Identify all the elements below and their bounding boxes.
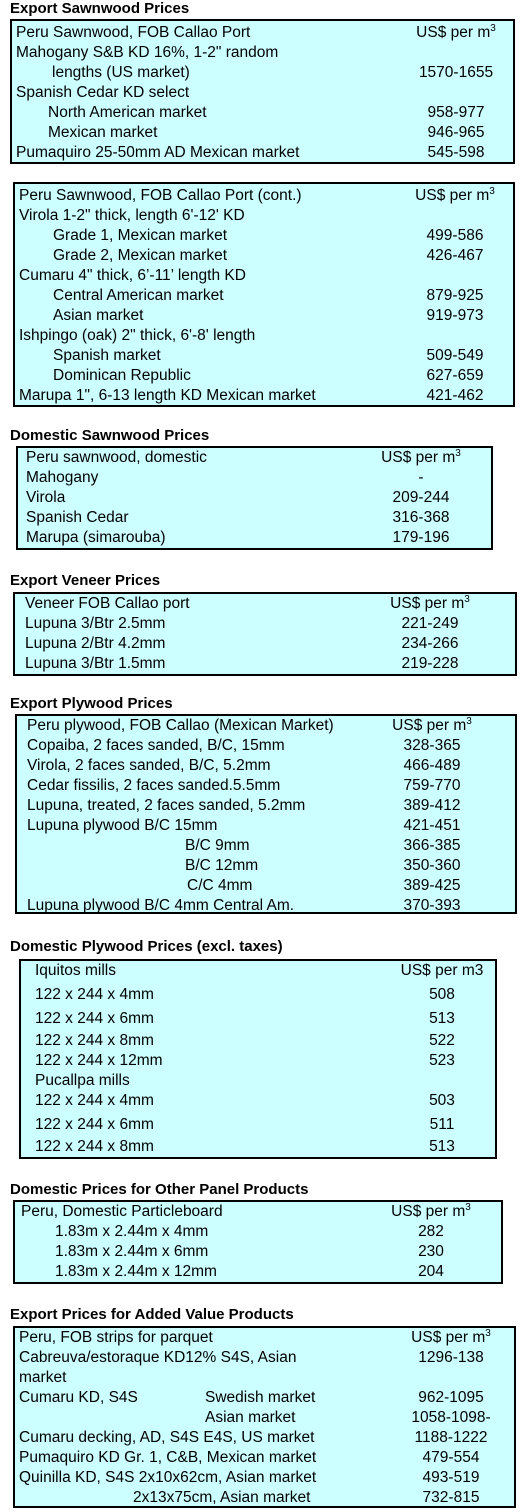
row-label: Peru, Domestic Particleboard xyxy=(21,1203,223,1220)
value-text: 1188-1222 xyxy=(414,1429,488,1446)
value-text: 919-973 xyxy=(426,307,484,324)
value-text: 513 xyxy=(429,1010,455,1027)
row-label: Mahogany xyxy=(26,469,99,486)
table-row xyxy=(18,488,491,508)
table-row xyxy=(17,896,515,914)
row-value xyxy=(427,366,484,386)
heading-added-value: Export Prices for Added Value Products xyxy=(10,1306,294,1323)
export-sawnwood-table xyxy=(10,19,515,164)
row-label: North American market xyxy=(48,104,207,121)
row-label: Peru, FOB strips for parquet xyxy=(19,1329,213,1346)
row-value xyxy=(427,246,484,266)
row-label: Lupuna 3/Btr 2.5mm xyxy=(25,615,166,632)
value-text: 493-519 xyxy=(422,1469,480,1486)
row-label: Lupuna plywood B/C 4mm Central Am. xyxy=(27,897,295,914)
value-text: 219-228 xyxy=(401,655,459,672)
row-value xyxy=(404,896,461,914)
row-label: 122 x 244 x 4mm xyxy=(35,1092,154,1109)
row-value xyxy=(430,1115,455,1135)
row-value xyxy=(415,1428,488,1448)
table-row xyxy=(15,1428,514,1448)
row-label: Peru plywood, FOB Callao (Mexican Market) xyxy=(27,717,334,734)
table-row xyxy=(15,246,513,266)
row-value xyxy=(428,103,485,123)
table-row xyxy=(21,1051,495,1071)
row-label: Iquitos mills xyxy=(35,962,116,979)
row-label: Mahogany S&B KD 16%, 1-2" random xyxy=(16,44,279,61)
row-value xyxy=(411,1328,491,1348)
table-row xyxy=(15,306,513,326)
row-label: Cedar fissilis, 2 faces sanded.5.5mm xyxy=(27,777,281,794)
table-row xyxy=(18,468,491,488)
row-value xyxy=(427,226,484,246)
table-row xyxy=(12,63,513,83)
row-label: Cumaru 4" thick, 6’-11’ length KD xyxy=(19,267,246,284)
table-row xyxy=(15,1388,514,1408)
row-label: Spanish Cedar KD select xyxy=(16,84,190,101)
table-row xyxy=(15,326,513,346)
domestic-plywood-table xyxy=(19,959,497,1159)
row-value xyxy=(418,1222,444,1242)
value-text: US$ per m xyxy=(390,595,465,612)
unit-superscript: 3 xyxy=(485,1327,491,1339)
row-value xyxy=(404,836,461,856)
value-text: 508 xyxy=(429,986,455,1003)
table-row xyxy=(12,43,513,63)
table-row xyxy=(12,83,513,103)
rows xyxy=(15,1202,501,1282)
table-row xyxy=(18,528,491,548)
value-text: US$ per m xyxy=(392,717,467,734)
table-row xyxy=(15,1408,514,1428)
row-value xyxy=(404,776,461,796)
row-value xyxy=(404,736,461,756)
row-label: Lupuna plywood B/C 15mm xyxy=(27,817,218,834)
table-row xyxy=(15,1262,501,1282)
export-plywood-table xyxy=(15,714,517,914)
row-label: 122 x 244 x 8mm xyxy=(35,1138,154,1155)
row-value xyxy=(419,63,493,83)
row-value xyxy=(429,1137,455,1157)
table-row xyxy=(17,776,515,796)
value-text: 1296-138 xyxy=(418,1349,484,1366)
table-row xyxy=(15,366,513,386)
row-value xyxy=(429,1051,455,1071)
value-text: 509-549 xyxy=(426,347,484,364)
row-value xyxy=(390,594,470,614)
row-value xyxy=(423,1448,480,1468)
row-value xyxy=(427,386,484,406)
value-text: 179-196 xyxy=(392,529,450,546)
row-label: Copaiba, 2 faces sanded, B/C, 15mm xyxy=(27,737,285,754)
row-value xyxy=(401,961,484,981)
value-text: US$ per m xyxy=(415,187,490,204)
table-header-row xyxy=(15,594,515,614)
table-row xyxy=(21,1091,495,1111)
value-text: 1570-1655 xyxy=(418,64,494,81)
row-value xyxy=(429,1031,455,1051)
row-value xyxy=(423,1488,480,1508)
row-value xyxy=(427,346,484,366)
row-value xyxy=(393,508,450,528)
row-label: Peru Sawnwood, FOB Callao Port (cont.) xyxy=(19,187,302,204)
other-panel-table xyxy=(13,1200,503,1284)
value-text: 230 xyxy=(418,1243,444,1260)
row-label: C/C 4mm xyxy=(187,877,253,894)
value-text: 759-770 xyxy=(403,777,461,794)
row-label: 122 x 244 x 6mm xyxy=(35,1116,154,1133)
table-header-row xyxy=(18,448,491,468)
row-value xyxy=(418,1388,484,1408)
value-text: 1058-1098- xyxy=(411,1409,491,1426)
table-row xyxy=(15,1468,514,1488)
row-value xyxy=(428,123,485,143)
row-label: 122 x 244 x 8mm xyxy=(35,1032,154,1049)
value-text: 513 xyxy=(429,1138,455,1155)
row-value xyxy=(411,1408,490,1428)
row-label: Lupuna 3/Btr 1.5mm xyxy=(25,655,166,672)
row-value xyxy=(393,488,450,508)
value-text: - xyxy=(418,469,424,486)
value-text: 209-244 xyxy=(392,489,450,506)
row-label: Ishpingo (oak) 2" thick, 6'-8' length xyxy=(19,327,256,344)
row-label: Virola, 2 faces sanded, B/C, 5.2mm xyxy=(27,757,271,774)
unit-superscript: 3 xyxy=(466,715,472,727)
rows xyxy=(18,448,491,548)
value-text: 511 xyxy=(429,1116,455,1133)
value-text: 316-368 xyxy=(392,509,450,526)
row-label: 1.83m x 2.44m x 4mm xyxy=(55,1223,209,1240)
unit-superscript: 3 xyxy=(464,593,470,605)
row-value xyxy=(429,985,455,1005)
table-header-row xyxy=(17,716,515,736)
value-text: 421-462 xyxy=(426,387,484,404)
table-row xyxy=(21,1071,495,1091)
row-label: Cumaru KD, S4S xyxy=(19,1389,138,1406)
table-row xyxy=(15,1368,514,1388)
value-text: 370-393 xyxy=(403,897,461,914)
table-row xyxy=(18,508,491,528)
value-text: US$ per m xyxy=(381,449,456,466)
value-text: US$ per m xyxy=(416,24,491,41)
row-value xyxy=(404,796,461,816)
heading-domestic-plywood: Domestic Plywood Prices (excl. taxes) xyxy=(10,938,283,955)
row-value xyxy=(427,306,484,326)
row-label: Lupuna, treated, 2 faces sanded, 5.2mm xyxy=(27,797,306,814)
value-text: 479-554 xyxy=(422,1449,480,1466)
value-text: 499-586 xyxy=(426,227,484,244)
unit-superscript: 3 xyxy=(465,1201,471,1213)
row-label: Dominican Republic xyxy=(53,367,191,384)
heading-export-sawnwood: Export Sawnwood Prices xyxy=(10,0,190,17)
row-label: Quinilla KD, S4S 2x10x62cm, Asian market xyxy=(19,1469,317,1486)
value-text: 328-365 xyxy=(403,737,461,754)
value-text: 204 xyxy=(418,1263,444,1280)
value-text: 732-815 xyxy=(422,1489,480,1506)
unit-superscript: 3 xyxy=(490,22,496,34)
table-row xyxy=(15,614,515,634)
value-text: 421-451 xyxy=(403,817,461,834)
rows xyxy=(15,594,515,674)
row-value xyxy=(423,1468,480,1488)
table-row xyxy=(17,816,515,836)
table-row xyxy=(12,103,513,123)
row-label: 1.83m x 2.44m x 12mm xyxy=(55,1263,217,1280)
row-label: 2x13x75cm, Asian market xyxy=(133,1489,311,1506)
table-row xyxy=(15,1242,501,1262)
value-text: 389-412 xyxy=(403,797,461,814)
value-text: 958-977 xyxy=(427,104,485,121)
rows xyxy=(12,23,513,163)
heading-domestic-sawnwood: Domestic Sawnwood Prices xyxy=(10,427,210,444)
row-label: 122 x 244 x 12mm xyxy=(35,1052,163,1069)
row-label: Veneer FOB Callao port xyxy=(25,595,190,612)
row-label: 1.83m x 2.44m x 6mm xyxy=(55,1243,209,1260)
row-value xyxy=(402,634,459,654)
value-text: 221-249 xyxy=(401,615,459,632)
row-label: B/C 9mm xyxy=(185,837,250,854)
row-value xyxy=(418,468,423,488)
row-value xyxy=(429,1009,455,1029)
table-row xyxy=(15,206,513,226)
row-value xyxy=(393,528,450,548)
row-label: Marupa 1", 6-13 length KD Mexican market xyxy=(19,387,316,404)
table-row xyxy=(21,1031,495,1051)
table-row xyxy=(15,346,513,366)
row-value xyxy=(391,1202,471,1222)
heading-export-veneer: Export Veneer Prices xyxy=(10,572,161,589)
row-value xyxy=(418,1262,444,1282)
row-market: Swedish market xyxy=(205,1389,316,1406)
value-text: 350-360 xyxy=(403,857,461,874)
value-text: 879-925 xyxy=(426,287,484,304)
row-value xyxy=(404,876,461,896)
value-text: 627-659 xyxy=(426,367,484,384)
table-row xyxy=(15,1488,514,1508)
value-text: 234-266 xyxy=(401,635,459,652)
value-text: 522 xyxy=(429,1032,455,1049)
rows xyxy=(15,186,513,406)
domestic-sawnwood-table xyxy=(16,446,493,550)
table-row xyxy=(15,1222,501,1242)
table-header-row xyxy=(15,1202,501,1222)
value-text: 545-598 xyxy=(427,144,485,161)
unit-superscript: 3 xyxy=(489,185,495,197)
table-row xyxy=(12,143,513,163)
table-header-row xyxy=(15,1328,514,1348)
value-text: 523 xyxy=(429,1052,455,1069)
row-label: B/C 12mm xyxy=(185,857,259,874)
value-text: 389-425 xyxy=(403,877,461,894)
row-label: Central American market xyxy=(53,287,224,304)
table-row xyxy=(15,654,515,674)
table-row xyxy=(17,856,515,876)
row-label: lengths (US market) xyxy=(52,64,190,81)
table-row xyxy=(21,1115,495,1135)
row-value xyxy=(429,1091,455,1111)
table-row xyxy=(15,1448,514,1468)
table-row xyxy=(21,1009,495,1029)
row-value xyxy=(428,143,485,163)
table-row xyxy=(15,634,515,654)
row-value xyxy=(402,614,459,634)
heading-export-plywood: Export Plywood Prices xyxy=(10,695,173,712)
table-row xyxy=(21,1137,495,1157)
row-label: Spanish Cedar xyxy=(26,509,129,526)
table-header-row xyxy=(15,186,513,206)
row-label: Grade 1, Mexican market xyxy=(53,227,228,244)
value-text: 426-467 xyxy=(426,247,484,264)
row-label: Mexican market xyxy=(48,124,158,141)
row-label: market xyxy=(19,1369,67,1386)
rows xyxy=(15,1328,514,1508)
row-value xyxy=(427,286,484,306)
row-label: Pucallpa mills xyxy=(35,1072,130,1089)
value-text: 946-965 xyxy=(427,124,485,141)
row-label: Spanish market xyxy=(53,347,161,364)
value-text: 282 xyxy=(418,1223,444,1240)
export-sawnwood-cont-table xyxy=(13,182,515,407)
value-text: 962-1095 xyxy=(418,1389,484,1406)
row-value xyxy=(415,186,495,206)
table-row xyxy=(17,736,515,756)
row-value xyxy=(392,716,472,736)
row-label: Grade 2, Mexican market xyxy=(53,247,228,264)
value-text: 466-489 xyxy=(403,757,461,774)
value-text: US$ per m xyxy=(391,1203,466,1220)
row-label: Cumaru decking, AD, S4S E4S, US market xyxy=(19,1429,315,1446)
table-row xyxy=(17,836,515,856)
table-row xyxy=(12,123,513,143)
row-label: Lupuna 2/Btr 4.2mm xyxy=(25,635,166,652)
row-value xyxy=(402,654,459,674)
table-row xyxy=(15,266,513,286)
row-label: Peru Sawnwood, FOB Callao Port xyxy=(16,24,251,41)
row-label: Marupa (simarouba) xyxy=(26,529,166,546)
row-value xyxy=(381,448,461,468)
value-text: 366-385 xyxy=(403,837,461,854)
row-label: Pumaquiro 25-50mm AD Mexican market xyxy=(16,144,300,161)
row-label: Virola 1-2" thick, length 6'-12' KD xyxy=(19,207,245,224)
export-veneer-table xyxy=(13,592,517,676)
row-label: Virola xyxy=(26,489,66,506)
row-label: Pumaquiro KD Gr. 1, C&B, Mexican market xyxy=(19,1449,317,1466)
table-row xyxy=(21,985,495,1005)
row-value xyxy=(404,756,461,776)
table-row xyxy=(15,286,513,306)
row-label: Peru sawnwood, domestic xyxy=(26,449,207,466)
table-header-row xyxy=(12,23,513,43)
row-value xyxy=(404,856,461,876)
row-value xyxy=(418,1242,444,1262)
table-row xyxy=(17,796,515,816)
row-label: Cabreuva/estoraque KD12% S4S, Asian xyxy=(19,1349,297,1366)
table-row xyxy=(15,226,513,246)
table-row xyxy=(17,876,515,896)
value-text: US$ per m3 xyxy=(400,962,484,979)
table-row xyxy=(15,1348,514,1368)
row-value xyxy=(416,23,496,43)
table-row xyxy=(17,756,515,776)
rows xyxy=(17,716,515,914)
unit-superscript: 3 xyxy=(455,447,461,459)
heading-other-panel: Domestic Prices for Other Panel Products xyxy=(10,1181,309,1198)
row-label: 122 x 244 x 4mm xyxy=(35,986,154,1003)
row-value xyxy=(418,1348,484,1368)
row-value xyxy=(404,816,461,836)
added-value-table xyxy=(13,1326,516,1508)
table-header-row xyxy=(21,961,495,981)
value-text: US$ per m xyxy=(411,1329,486,1346)
row-label: Asian market xyxy=(53,307,144,324)
row-label: 122 x 244 x 6mm xyxy=(35,1010,154,1027)
row-market: Asian market xyxy=(205,1409,296,1426)
value-text: 503 xyxy=(429,1092,455,1109)
table-row xyxy=(15,386,513,406)
